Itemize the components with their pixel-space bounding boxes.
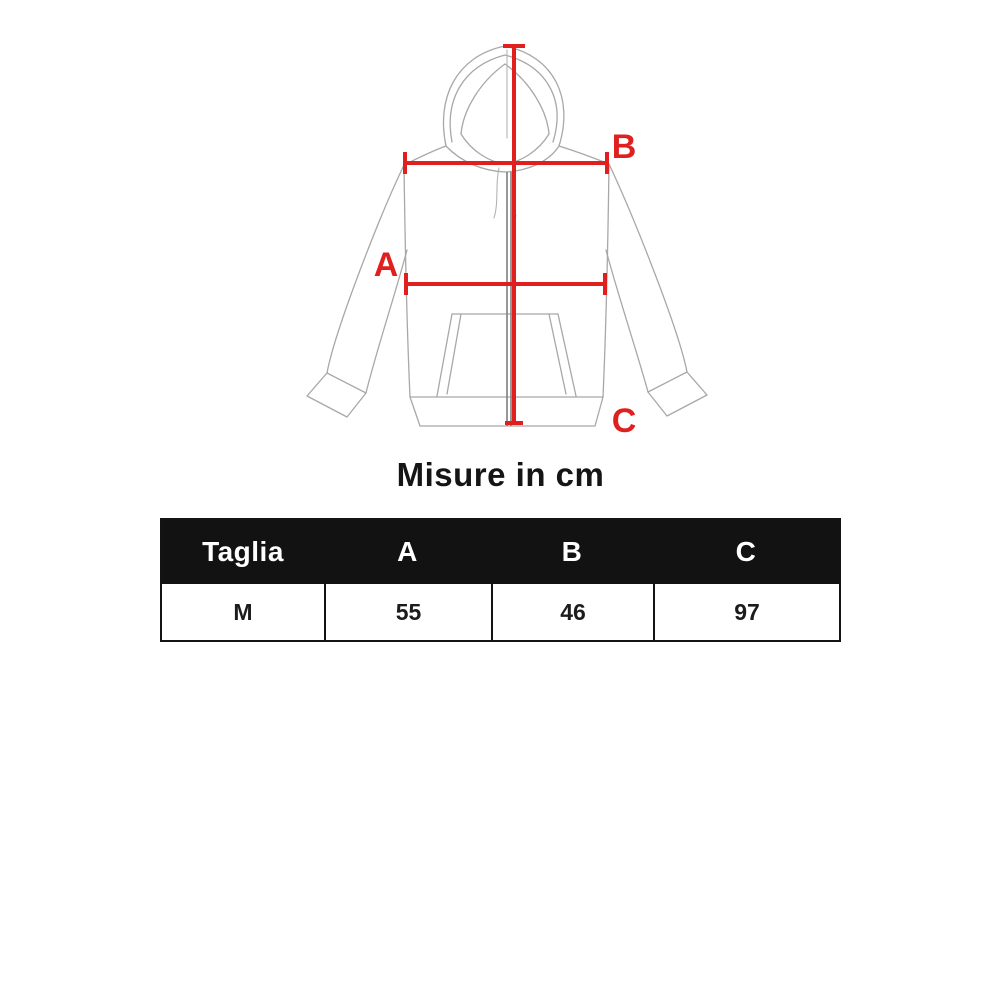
size-table bbox=[160, 518, 841, 642]
pocket-slant-left-inner bbox=[447, 314, 461, 394]
collar-inner-line bbox=[461, 134, 549, 164]
hoodie-outline bbox=[307, 46, 707, 426]
pocket-slant-right-inner bbox=[549, 314, 566, 394]
measurement-lines bbox=[405, 46, 607, 423]
cell-measure-c: 97 bbox=[653, 584, 839, 640]
cuff-right bbox=[648, 372, 707, 416]
size-table-header-row bbox=[162, 520, 839, 584]
cuff-seam-left bbox=[327, 373, 366, 393]
measure-label-b: B bbox=[611, 128, 637, 166]
pocket-slant-right-outer bbox=[558, 314, 576, 396]
hood-opening-left bbox=[461, 64, 505, 134]
cell-taglia: M bbox=[233, 598, 253, 625]
hood-inner-line bbox=[450, 55, 557, 142]
column-header-a: A bbox=[397, 536, 418, 567]
drawstring-left bbox=[494, 168, 499, 218]
cell-measure-b: 46 bbox=[491, 584, 653, 640]
cuff-seam-right bbox=[648, 372, 687, 392]
column-header-taglia: Taglia bbox=[202, 536, 284, 567]
cuff-left bbox=[307, 373, 366, 417]
page-title: Misure in cm bbox=[396, 456, 605, 493]
sleeve-underseam-right bbox=[606, 250, 648, 392]
hoodie-sketch-svg bbox=[295, 28, 725, 452]
measure-label-a: A bbox=[373, 246, 399, 284]
hoodie-measurement-diagram bbox=[295, 28, 725, 452]
collar-outer-line bbox=[446, 146, 559, 172]
column-header-c: C bbox=[735, 536, 757, 567]
measure-label-c: C bbox=[611, 402, 637, 440]
hood-opening-right bbox=[505, 64, 549, 134]
sleeve-outer-right bbox=[609, 164, 687, 372]
cell-measure-a: 55 bbox=[324, 584, 491, 640]
pocket-slant-left-outer bbox=[437, 314, 452, 396]
size-table-data-row bbox=[162, 584, 839, 640]
column-header-b: B bbox=[561, 536, 583, 567]
